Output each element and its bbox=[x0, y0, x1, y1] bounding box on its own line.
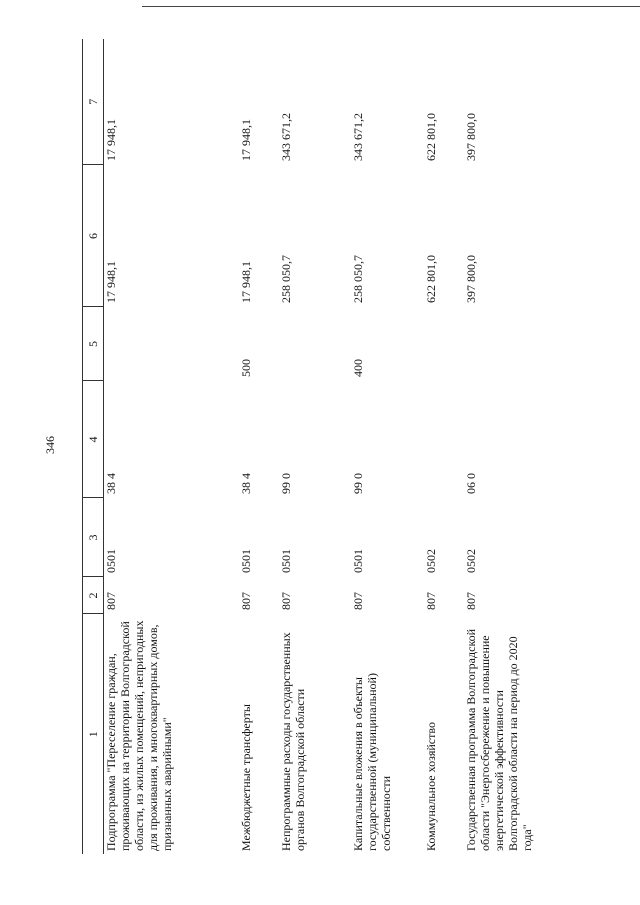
expense-type-code bbox=[424, 307, 464, 381]
table-row bbox=[351, 39, 424, 854]
program-code: 38 4 bbox=[239, 473, 253, 494]
amount-col6: 397 800,0 bbox=[464, 255, 478, 303]
program-code: 99 0 bbox=[279, 473, 293, 494]
amount-col7: 397 800,0 bbox=[464, 113, 478, 161]
amount-col6: 258 050,7 bbox=[351, 255, 365, 303]
expense-type-code: 500 bbox=[239, 359, 253, 377]
amount-col6: 258 050,7 bbox=[279, 255, 293, 303]
column-header: 3 bbox=[83, 498, 104, 577]
section-code: 0501 bbox=[351, 549, 365, 573]
amount-col6: 622 801,0 bbox=[424, 255, 438, 303]
amount-col6: 17 948,1 bbox=[104, 261, 118, 303]
amount-col7: 17 948,1 bbox=[104, 119, 118, 161]
expense-type-code: 400 bbox=[351, 359, 365, 377]
column-header: 7 bbox=[83, 39, 104, 165]
ministry-code: 807 bbox=[424, 592, 438, 610]
section-code: 0501 bbox=[279, 549, 293, 573]
item-name: Непрограммные расходы государственных органов Волгоградской области bbox=[279, 632, 307, 851]
amount-col7: 343 671,2 bbox=[279, 113, 293, 161]
item-name: Капитальные вложения в объекты государственной (муниципальной) собственности bbox=[351, 673, 393, 851]
ministry-code: 807 bbox=[351, 592, 365, 610]
table-row bbox=[104, 39, 240, 854]
program-code: 99 0 bbox=[351, 473, 365, 494]
column-header: 5 bbox=[83, 307, 104, 381]
column-header: 2 bbox=[83, 577, 104, 614]
table-row bbox=[279, 39, 351, 854]
column-header: 1 bbox=[83, 614, 104, 854]
section-code: 0502 bbox=[464, 549, 478, 573]
program-code bbox=[424, 381, 464, 498]
column-number-row bbox=[83, 39, 104, 854]
page-number: 346 bbox=[43, 436, 57, 454]
column-header: 6 bbox=[83, 165, 104, 307]
column-header: 4 bbox=[83, 381, 104, 498]
amount-col7: 343 671,2 bbox=[351, 113, 365, 161]
amount-col7: 622 801,0 bbox=[424, 113, 438, 161]
ministry-code: 807 bbox=[239, 592, 253, 610]
amount-col6: 17 948,1 bbox=[239, 261, 253, 303]
section-code: 0502 bbox=[424, 549, 438, 573]
table-row bbox=[464, 39, 614, 854]
ministry-code: 807 bbox=[104, 592, 118, 610]
table-row bbox=[239, 39, 279, 854]
item-name: Подпрограмма "Переселение граждан, проживающих на территории Волгоградской области, из жилых помещений, непригодных для проживания, и многоквартирных домов, признанных аварийными" bbox=[104, 620, 174, 851]
section-code: 0501 bbox=[104, 549, 118, 573]
ministry-code: 807 bbox=[464, 592, 478, 610]
program-code: 38 4 bbox=[104, 473, 118, 494]
program-code: 06 0 bbox=[464, 473, 478, 494]
top-rule bbox=[142, 6, 640, 7]
item-name: Государственная программа Волгоградской области "Энергосбережение и повышение энергетической эффективности Волгоградской области на период до 2020 года" bbox=[464, 628, 534, 851]
amount-col7: 17 948,1 bbox=[239, 119, 253, 161]
item-name: Коммунальное хозяйство bbox=[424, 722, 438, 851]
table-row bbox=[424, 39, 464, 854]
budget-table-frame bbox=[82, 39, 632, 854]
item-name: Межбюджетные трансферты bbox=[239, 704, 253, 851]
expense-type-code bbox=[464, 307, 614, 381]
budget-table bbox=[82, 39, 614, 854]
expense-type-code bbox=[104, 307, 240, 381]
section-code: 0501 bbox=[239, 549, 253, 573]
expense-type-code bbox=[279, 307, 351, 381]
ministry-code: 807 bbox=[279, 592, 293, 610]
